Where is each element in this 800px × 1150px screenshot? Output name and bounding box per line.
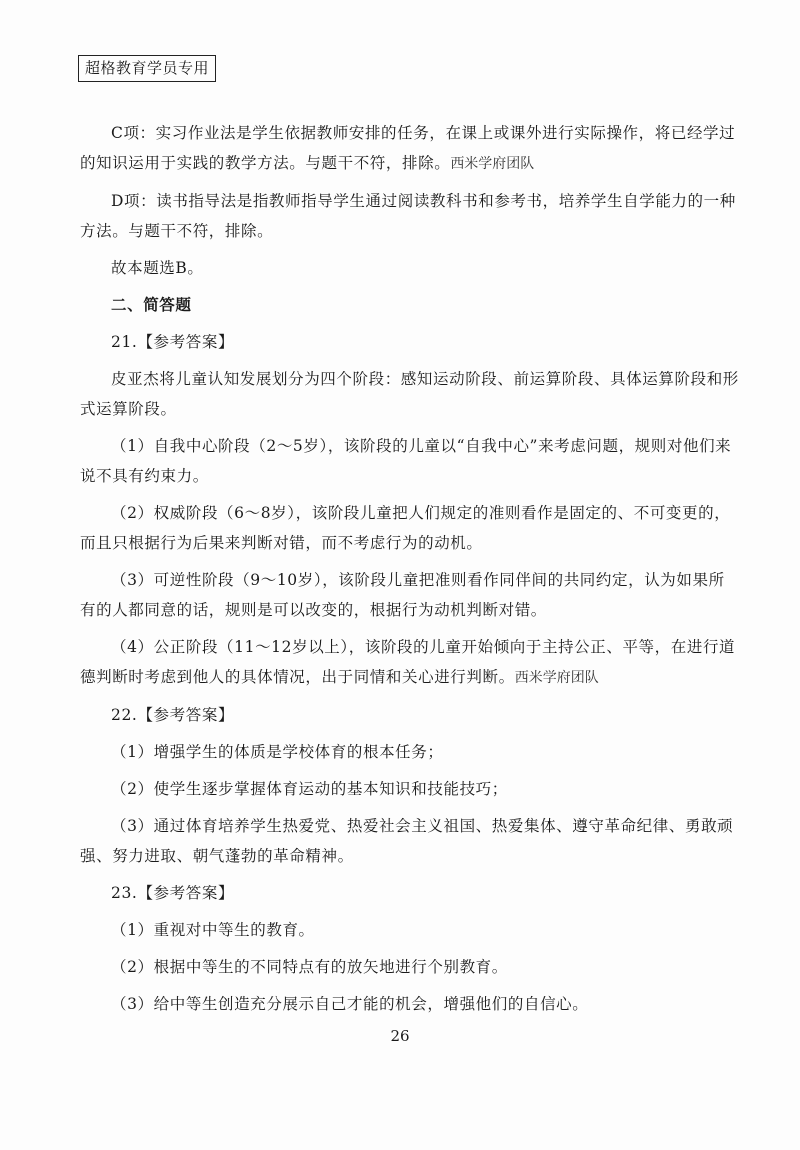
paragraph-text: 皮亚杰将儿童认知发展划分为四个阶段：感知运动阶段、前运算阶段、具体运算阶段和形式运算阶段。 — [80, 370, 739, 418]
header-label-box — [78, 55, 216, 82]
answer-heading-text: 21.【参考答案】 — [111, 333, 235, 351]
paragraph-text: （1）增强学生的体质是学校体育的根本任务； — [111, 743, 444, 761]
answer-heading-23 — [80, 878, 740, 908]
paragraph-text: （2）权威阶段（6～8岁），该阶段儿童把人们规定的准则看作是固定的、不可变更的，而且只根据行为后果来判断对错，而不考虑行为的动机。 — [80, 504, 731, 552]
paragraph-piaget-intro — [80, 364, 740, 424]
watermark-text: 西米学府团队 — [450, 156, 535, 172]
paragraph-mid-3 — [80, 989, 740, 1019]
paragraph-text: D项：读书指导法是指教师指导学生通过阅读教科书和参考书，培养学生自学能力的一种方法。与题干不符，排除。 — [80, 192, 736, 240]
paragraph-option-c — [80, 118, 740, 179]
section-heading — [80, 290, 740, 320]
paragraph-pe-2 — [80, 774, 740, 804]
paragraph-text: （3）给中等生创造充分展示自己才能的机会，增强他们的自信心。 — [111, 995, 589, 1013]
paragraph-text: （3）可逆性阶段（9～10岁），该阶段儿童把准则看作同伴间的共同约定，认为如果所有的人都同意的话，规则是可以改变的，根据行为动机判断对错。 — [80, 571, 725, 619]
paragraph-text: C项：实习作业法是学生依据教师安排的任务，在课上或课外进行实际操作，将已经学过的知识运用于实践的教学方法。与题干不符，排除。 — [80, 124, 736, 172]
answer-heading-text: 22.【参考答案】 — [111, 706, 235, 724]
paragraph-text: （1）重视对中等生的教育。 — [111, 921, 315, 939]
paragraph-text: （4）公正阶段（11～12岁以上），该阶段的儿童开始倾向于主持公正、平等，在进行道德判断时考虑到他人的具体情况，出于同情和关心进行判断。 — [80, 638, 736, 686]
paragraph-pe-1 — [80, 737, 740, 767]
document-body — [80, 118, 740, 1026]
page-number: 26 — [390, 1027, 410, 1045]
paragraph-conclusion — [80, 253, 740, 283]
paragraph-mid-1 — [80, 915, 740, 945]
watermark-text: 西米学府团队 — [514, 670, 599, 686]
paragraph-stage-1 — [80, 431, 740, 491]
paragraph-stage-2 — [80, 498, 740, 558]
paragraph-stage-3 — [80, 565, 740, 625]
paragraph-mid-2 — [80, 952, 740, 982]
paragraph-option-d — [80, 186, 740, 246]
paragraph-pe-3 — [80, 811, 740, 871]
paragraph-text: （3）通过体育培养学生热爱党、热爱社会主义祖国、热爱集体、遵守革命纪律、勇敢顽强、努力进取、朝气蓬勃的革命精神。 — [80, 817, 734, 865]
paragraph-stage-4 — [80, 632, 740, 693]
paragraph-text: （1）自我中心阶段（2～5岁），该阶段的儿童以“自我中心”来考虑问题，规则对他们来说不具有约束力。 — [80, 437, 732, 485]
section-heading-text: 二、简答题 — [111, 295, 192, 314]
paragraph-text: （2）根据中等生的不同特点有的放矢地进行个别教育。 — [111, 958, 508, 976]
paragraph-text: 故本题选B。 — [111, 259, 204, 277]
paragraph-text: （2）使学生逐步掌握体育运动的基本知识和技能技巧； — [111, 780, 508, 798]
answer-heading-22 — [80, 700, 740, 730]
header-label: 超格教育学员专用 — [85, 59, 210, 77]
answer-heading-text: 23.【参考答案】 — [111, 884, 235, 902]
answer-heading-21 — [80, 327, 740, 357]
